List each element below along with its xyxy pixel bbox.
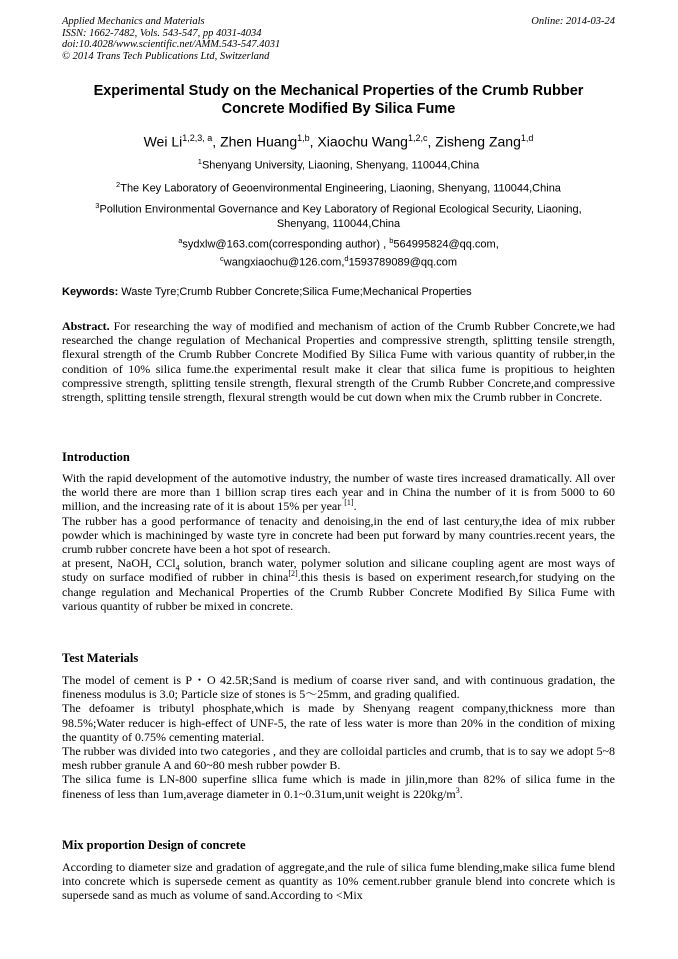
affiliation-text: Shenyang University, Liaoning, Shenyang, 110044,China <box>201 159 480 172</box>
affiliation-text: Shenyang, 110044,China <box>276 218 401 231</box>
email-a[interactable]: sydxlw@163.com(corresponding author) , <box>182 238 390 251</box>
paragraph: The defoamer is tributyl phosphate,which is made by Shenyang reagent company,thickness more than 98.5%;Water reducer is high-effect of UNF-5, the rate of less water is more than 20% in the condition of mixing the quantity of 0.75% cementing material. <box>62 701 615 744</box>
affiliation-text: Pollution Environmental Governance and Key Laboratory of Regional Ecological Security, Liaoning, <box>99 203 582 216</box>
paragraph <box>62 471 615 514</box>
email-b[interactable]: 564995824@qq.com, <box>393 238 499 251</box>
section-heading-introduction: Introduction <box>62 450 130 464</box>
keywords-text: Waste Tyre;Crumb Rubber Concrete;Silica Fume;Mechanical Properties <box>118 286 472 298</box>
affiliation-1 <box>62 155 615 173</box>
copyright-line: © 2014 Trans Tech Publications Ltd, Switzerland <box>62 50 270 62</box>
paragraph-text: . <box>459 786 463 801</box>
journal-header <box>62 16 615 62</box>
author-list: Wei Li$^{1,2,3, a}$, Zhen Huang$^{1,b}$, Xiaochu Wang$^{1,2,c}$, Zisheng Zang$^{1,d}$ <box>143 133 534 150</box>
author-emails <box>62 234 615 270</box>
affiliation-3 <box>62 199 615 232</box>
paragraph-text: solution, branch water, polymer solution and silicane coupling agent are most ways of study on surface modified of rubber in china <box>62 556 615 585</box>
paragraph-text: With the rapid development of the automotive industry, the number of waste tires increased dramatically. All over the world there are more than 1 billion scrap tires each year and in China the number of it is from 5000 to 60 million, and the increasing rate of it is about 15% per year <box>62 471 615 514</box>
test-materials-body <box>62 673 615 801</box>
author-affil-marker: 1,2,c <box>407 133 428 143</box>
abstract-label: Abstract. <box>62 319 110 333</box>
paragraph-text: The silica fume is LN-800 superfine sllica fume which is made in jilin,more than 82% of silica fume in the fineness of less than 1um,average diameter in 0.1~0.31um,unit weight is 220kg/m <box>62 772 615 801</box>
subscript: 4 <box>175 563 180 573</box>
author-affil-marker: 1,d <box>520 133 534 143</box>
author-name: Zhen Huang <box>220 133 298 150</box>
paragraph <box>62 772 615 800</box>
affiliation-marker: 3 <box>95 201 100 210</box>
email-marker: d <box>344 254 349 264</box>
affiliation-text: The Key Laboratory of Geoenvironmental Engineering, Liaoning, Shenyang, 110044,China <box>120 182 561 195</box>
paper-title <box>62 82 615 118</box>
author-affil-marker: 1,2,3, a <box>182 133 213 143</box>
introduction-body <box>62 471 615 613</box>
paragraph: The rubber has a good performance of tenacity and denoising,in the end of last century,the idea of mix rubber powder which is machininged by waste tyre in concrete had been put forward by many countries.recent years, the crumb rubber concrete have been a hot spot of research. <box>62 513 615 557</box>
keywords-label: Keywords: <box>62 286 119 298</box>
issn-line: ISSN: 1662-7482, Vols. 543-547, pp 4031-4034 <box>62 27 262 39</box>
email-d[interactable]: 1593789089@qq.com <box>348 256 457 269</box>
email-c[interactable]: wangxiaochu@126.com, <box>223 256 345 269</box>
superscript: 3 <box>455 785 460 795</box>
online-date: Online: 2014-03-24 <box>531 16 615 27</box>
paragraph-text: at present, NaOH, CCl <box>62 556 176 571</box>
email-marker: b <box>389 236 394 245</box>
author-name: Wei Li <box>143 133 183 150</box>
citation-ref[interactable]: [1] <box>344 498 354 508</box>
paragraph-text: . <box>353 499 357 514</box>
paragraph-text: .this thesis is based on experiment research,for studying on the change regulation and Mechanical Properties of the Crumb Rubber Concrete Modified By Silica Fume with various quantity of rubber be mixed in concrete. <box>62 570 616 613</box>
author-name: Zisheng Zang <box>435 133 521 150</box>
abstract-text: For researching the way of modified and mechanism of action of the Crumb Rubber Concrete,we had researched the change regulation of Mechanical Properties and compressive strength, splitting tensile strength, flexural strength of the Crumb Rubber Concrete Modified By Silica Fume with various quantity of rubber,in the condition of 10% silica fume.the experimental result make it clear that silica fume is propitious to heighten compressive strength, splitting tensile strength, flexural strength of the Crumb Rubber Concrete,and compressive strength, splitting tensile strength, flexural strength would be cut down when mix the Crumb rubber in Concrete. <box>62 319 615 405</box>
paragraph <box>62 556 615 613</box>
journal-name: Applied Mechanics and Materials <box>62 16 205 27</box>
email-marker: a <box>178 236 183 245</box>
section-heading-test-materials: Test Materials <box>62 651 139 665</box>
paragraph: The rubber was divided into two categories , and they are colloidal particles and crumb, that is to say we adopt 5~8 mesh rubber granule A and 60~80 mesh rubber powder B. <box>62 744 615 773</box>
email-marker: c <box>220 254 224 264</box>
citation-ref[interactable]: [2] <box>288 569 298 579</box>
affiliation-2 <box>62 178 615 196</box>
title-line-1: Experimental Study on the Mechanical Properties of the Crumb Rubber <box>93 83 584 99</box>
paragraph: The model of cement is P・O 42.5R;Sand is medium of coarse river sand, and with continuous gradation, the fineness modulus is 3.0; Particle size of stones is 5～25mm, and grading qualified. <box>62 673 615 702</box>
keywords-line <box>62 285 615 299</box>
section-heading-mix-design: Mix proportion Design of concrete <box>62 838 246 852</box>
doi-line: doi:10.4028/www.scientific.net/AMM.543-547.4031 <box>62 39 281 50</box>
mix-design-body <box>62 860 615 903</box>
affiliation-marker: 1 <box>197 157 202 166</box>
author-affil-marker: 1,b <box>297 133 310 143</box>
author-name: Xiaochu Wang <box>317 133 408 150</box>
abstract <box>62 319 615 404</box>
affiliation-marker: 2 <box>116 180 121 189</box>
paragraph: According to diameter size and gradation of aggregate,and the rule of silica fume blending,make silica fume blend into concrete which is supersede cement as quantity as 10% cement.rubber granule blend into concrete which is supersede sand as much as volume of sand.According to <Mix <box>62 860 615 903</box>
title-line-2: Concrete Modified By Silica Fume <box>221 101 456 117</box>
